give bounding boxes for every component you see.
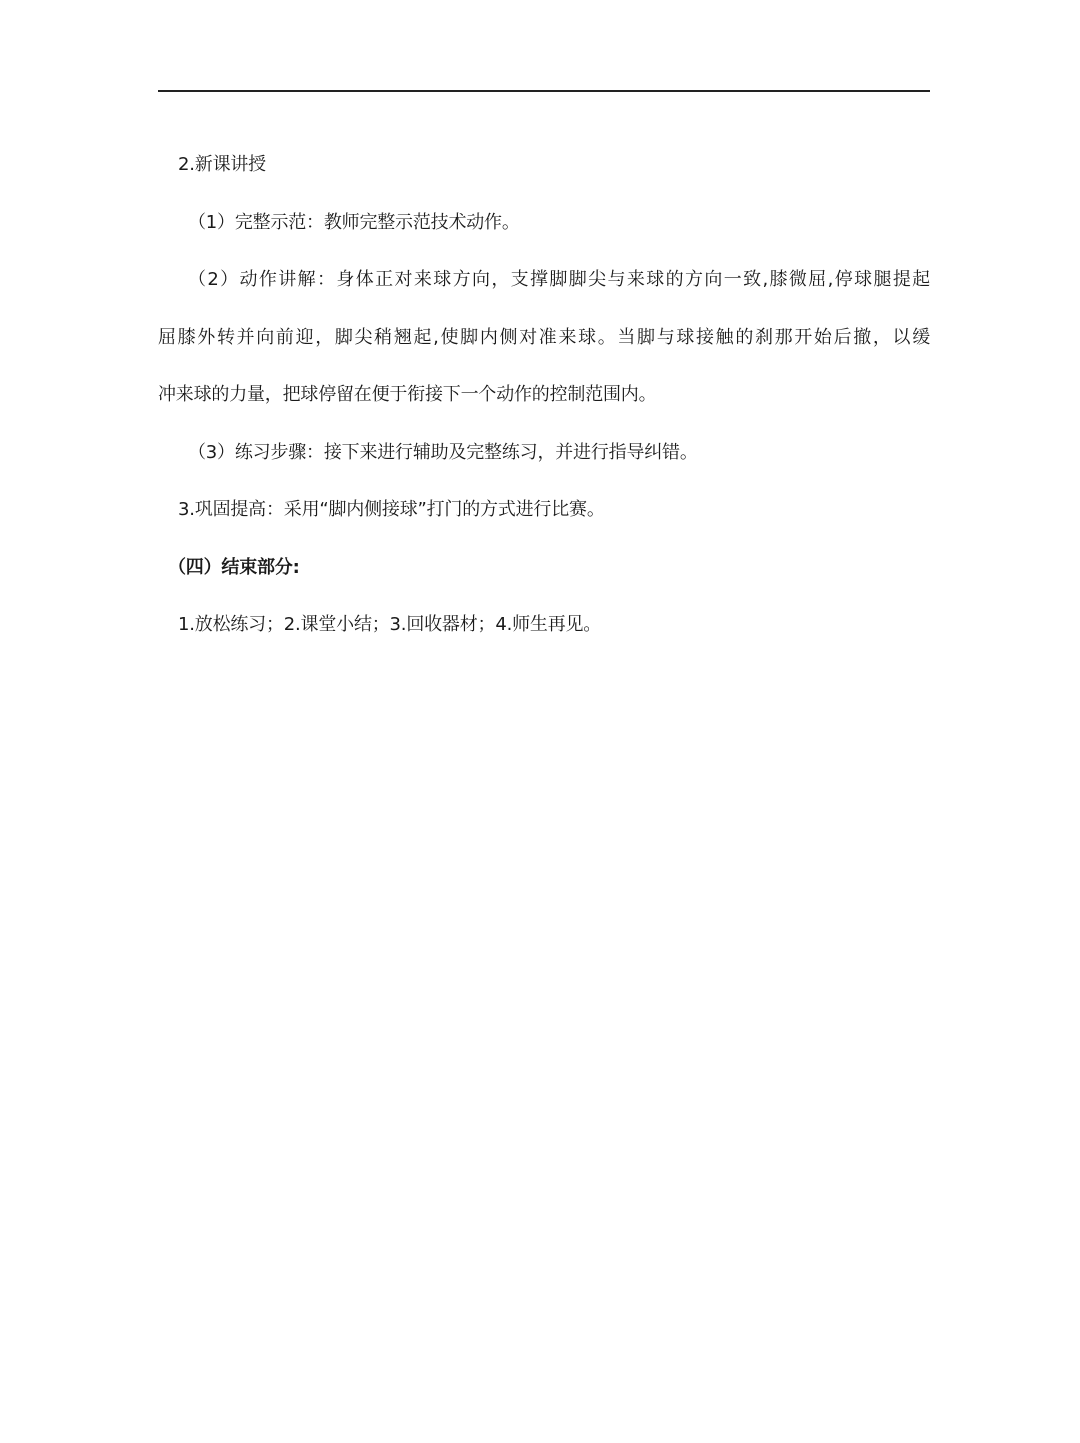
item-complete-demo: （1）完整示范：教师完整示范技术动作。 (188, 211, 520, 233)
item-explanation-line-2: 屈膝外转并向前迎，脚尖稍翘起,使脚内侧对准来球。当脚与球接触的刹那开始后撤，以缓 (158, 326, 930, 348)
header-rule (158, 90, 930, 92)
item-practice-steps: （3）练习步骤：接下来进行辅助及完整练习，并进行指导纠错。 (188, 441, 698, 463)
ending-items: 1.放松练习；2.课堂小结；3.回收器材；4.师生再见。 (178, 614, 602, 635)
section-consolidate: 3.巩固提高：采用“脚内侧接球”打门的方式进行比赛。 (178, 499, 605, 520)
item-explanation-line-3: 冲来球的力量，把球停留在便于衔接下一个动作的控制范围内。 (158, 384, 657, 405)
heading-ending-part: （四）结束部分: (168, 556, 300, 578)
item-explanation-line-1: （2）动作讲解：身体正对来球方向，支撑脚脚尖与来球的方向一致,膝微屈,停球腿提起 (188, 269, 930, 290)
section-new-lesson: 2.新课讲授 (178, 154, 266, 175)
document-body (158, 136, 930, 654)
